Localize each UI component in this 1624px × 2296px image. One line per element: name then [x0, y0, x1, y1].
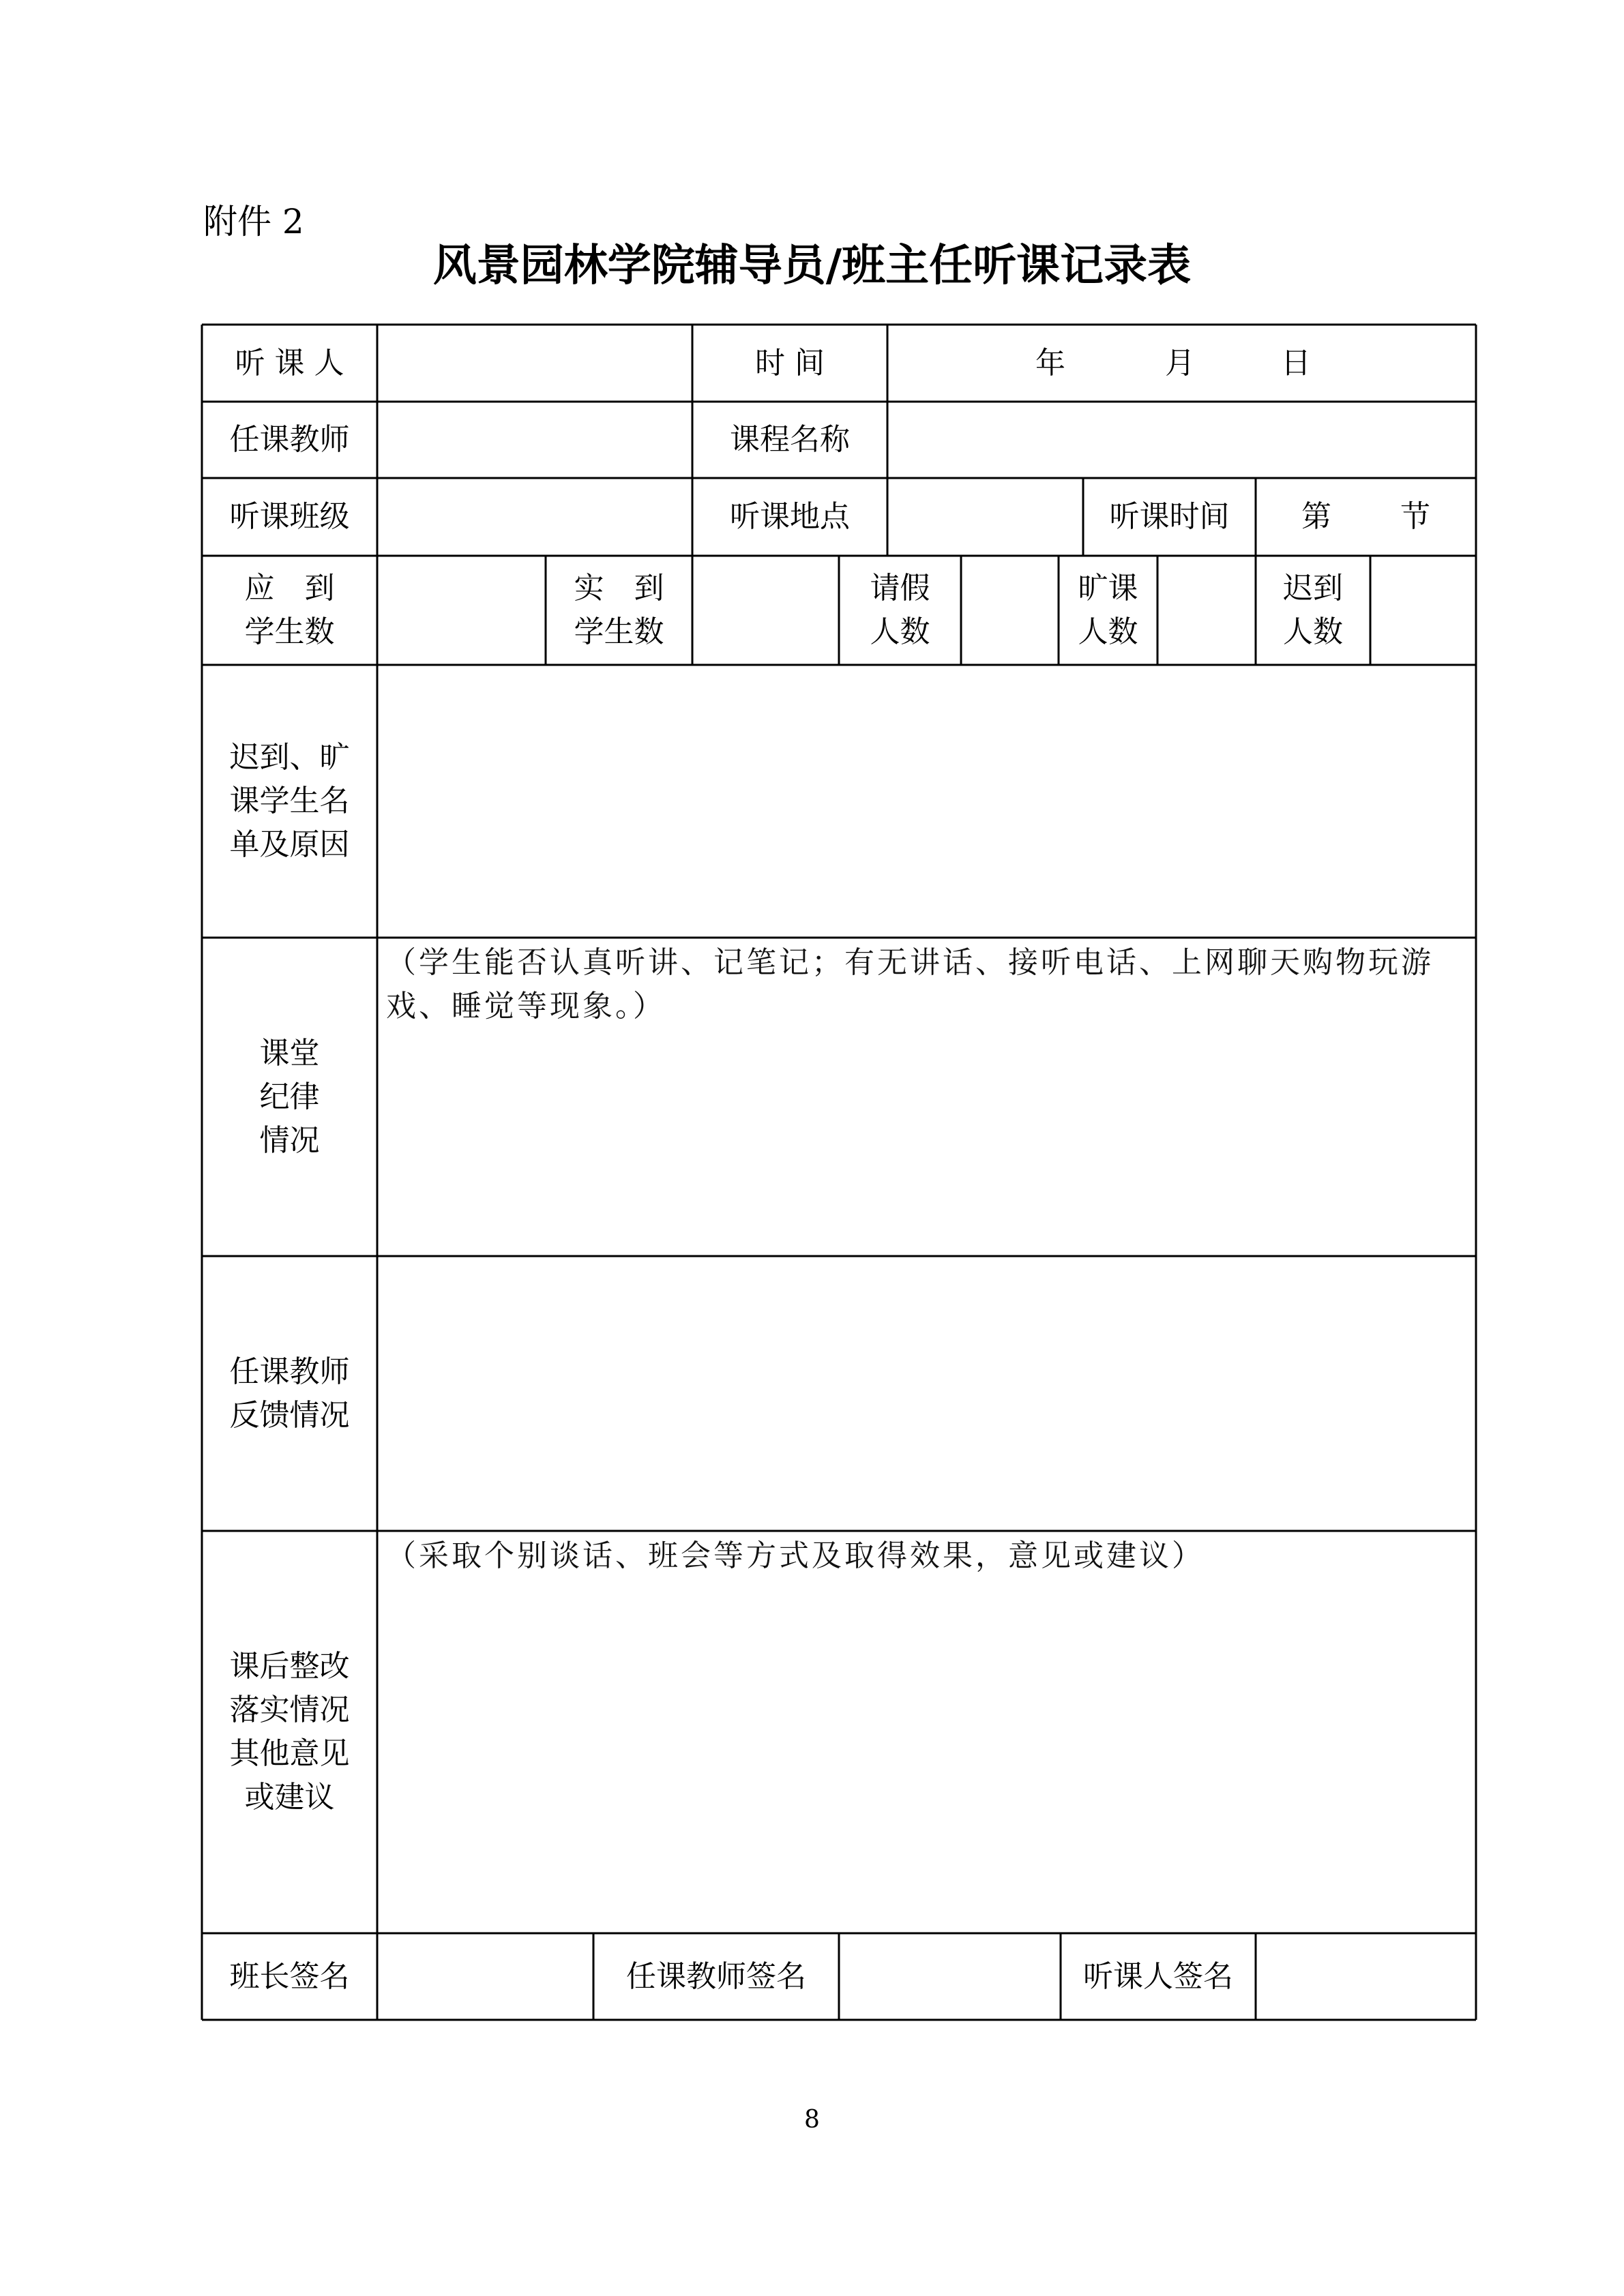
month-label: 月	[1165, 345, 1195, 381]
absent-count-field[interactable]	[1157, 556, 1256, 665]
class-field[interactable]	[377, 478, 692, 556]
discipline-label: 课堂 纪律 情况	[259, 1035, 320, 1158]
actual-students-label: 实 到 学生数	[574, 571, 664, 649]
follow-up-label: 课后整改 落实情况 其他意见 或建议	[229, 1649, 350, 1815]
class-label: 听课班级	[229, 499, 350, 534]
absent-count-label: 旷课 人数	[1078, 571, 1138, 649]
teacher-label: 任课教师	[229, 422, 350, 457]
section-first-label: 第	[1301, 499, 1331, 534]
attachment-label: 附件 2	[203, 202, 304, 241]
section-second-label: 节	[1400, 499, 1430, 534]
listener-signature-field[interactable]	[1256, 1933, 1476, 2020]
form-title: 风景园林学院辅导员/班主任听课记录表	[432, 241, 1192, 291]
late-absent-list-field[interactable]	[377, 665, 1476, 938]
place-field[interactable]	[887, 478, 1083, 556]
teacher-field[interactable]	[377, 402, 692, 478]
listener-label: 听 课 人	[235, 345, 344, 381]
expected-students-label: 应 到 学生数	[244, 571, 335, 649]
late-count-label: 迟到 人数	[1283, 571, 1343, 649]
teacher-feedback-label: 任课教师 反馈情况	[229, 1354, 350, 1433]
follow-up-field[interactable]	[377, 1531, 1476, 1933]
day-label: 日	[1281, 345, 1311, 381]
course-field[interactable]	[887, 402, 1476, 478]
follow-up-hint: （采取个别谈话、班会等方式及取得效果，意见或建议）	[386, 1538, 1205, 1573]
listener-field[interactable]	[377, 325, 692, 402]
place-label: 听课地点	[730, 499, 850, 534]
leave-count-field[interactable]	[961, 556, 1059, 665]
year-label: 年	[1035, 345, 1065, 381]
section-field[interactable]	[1256, 478, 1476, 556]
page-number: 8	[804, 2106, 820, 2134]
late-count-field[interactable]	[1370, 556, 1476, 665]
teacher-feedback-field[interactable]	[377, 1256, 1476, 1531]
monitor-signature-field[interactable]	[377, 1933, 593, 2020]
late-absent-list-label: 迟到、旷 课学生名 单及原因	[229, 740, 350, 862]
actual-students-field[interactable]	[692, 556, 839, 665]
expected-students-field[interactable]	[377, 556, 546, 665]
teacher-signature-field[interactable]	[839, 1933, 1061, 2020]
course-label: 课程名称	[730, 422, 850, 457]
period-label: 听课时间	[1109, 499, 1230, 534]
teacher-signature-label: 任课教师签名	[626, 1958, 806, 1994]
discipline-hint: （学生能否认真听讲、记笔记；有无讲话、接听电话、上网聊天购物玩游戏、睡觉等现象。）	[386, 945, 1434, 1024]
monitor-signature-label: 班长签名	[229, 1958, 350, 1994]
time-label: 时 间	[755, 345, 825, 381]
leave-count-label: 请假 人数	[870, 571, 930, 649]
listener-signature-label: 听课人签名	[1083, 1958, 1233, 1994]
